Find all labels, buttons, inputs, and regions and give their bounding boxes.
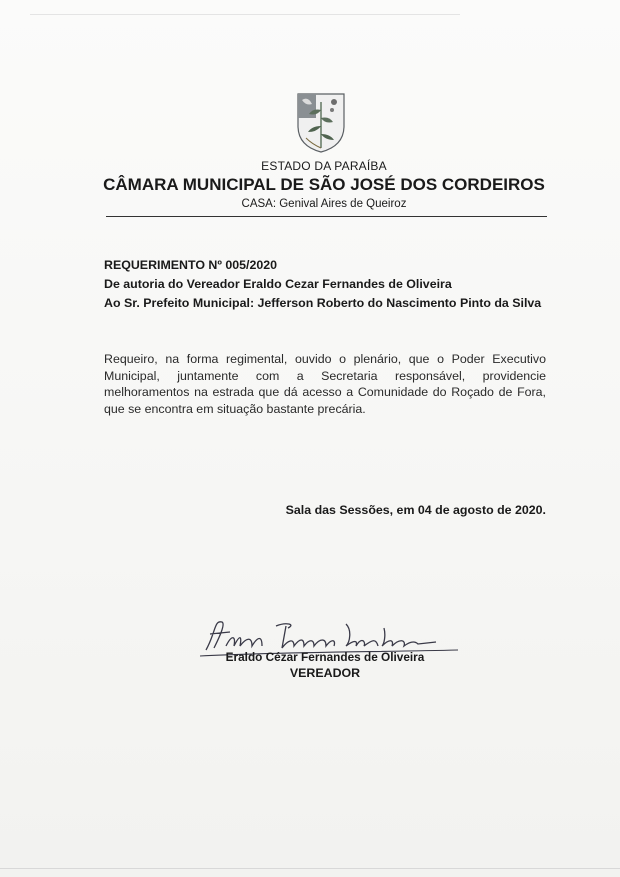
place-date: Sala das Sessões, em 04 de agosto de 2020. [285,503,546,517]
header-divider [106,216,547,217]
house-name: CASA: Genival Aires de Queiroz [241,198,407,210]
request-body: Requeiro, na forma regimental, ouvido o plenário, que o Poder Executivo Municipal, juntamente com a Secretaria responsável, providencie melhoramentos na estrada que dá acesso a Comunidade do Roçado de Fora, que se encontra em situação bastante precária. [104,352,546,416]
request-heading [104,256,554,313]
request-addressee: Ao Sr. Prefeito Municipal: Jefferson Roberto do Nascimento Pinto da Silva [104,296,542,310]
signer-name: Eraldo Cézar Fernandes de Oliveira [225,650,425,664]
scan-bottom-edge [0,868,620,869]
request-number: REQUERIMENTO Nº 005/2020 [104,258,278,272]
signer-role: VEREADOR [289,666,361,680]
municipal-crest-icon [294,88,348,154]
chamber-title: CÂMARA MUNICIPAL DE SÃO JOSÉ DOS CORDEIROS [103,175,545,194]
scan-edge-line [30,14,460,15]
state-name: ESTADO DA PARAÍBA [261,159,387,173]
request-author: De autoria do Vereador Eraldo Cezar Fernandes de Oliveira [104,277,452,291]
